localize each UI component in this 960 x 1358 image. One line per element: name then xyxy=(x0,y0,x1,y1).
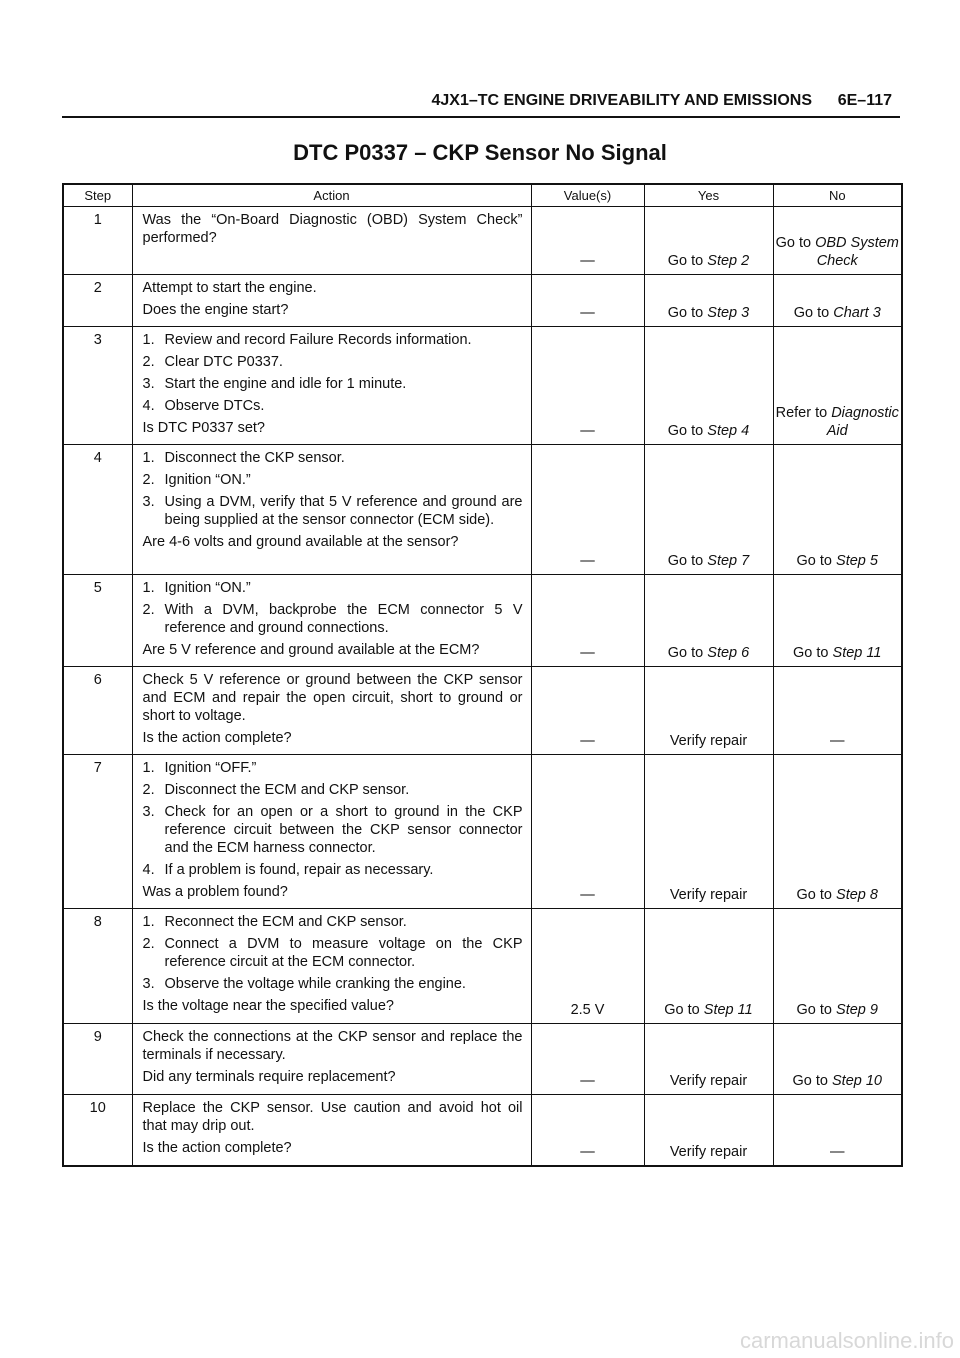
action-item-text: Start the engine and idle for 1 minute. xyxy=(164,376,407,392)
step-number: 3 xyxy=(63,327,132,445)
action-question: Are 4-6 volts and ground available at the sensor? xyxy=(142,534,459,550)
no-cell xyxy=(773,667,902,755)
column-header-action: Action xyxy=(132,184,531,207)
action-paragraph: Check 5 V reference or ground between the CKP sensor and ECM and repair the open circuit, short to ground or short to voltage. xyxy=(142,672,523,724)
no-text: Go to xyxy=(793,305,834,321)
yes-cell xyxy=(644,575,773,667)
no-text: Go to xyxy=(793,645,833,661)
action-item xyxy=(143,493,523,529)
no-text: Go to xyxy=(796,887,837,903)
watermark: carmanualsonline.info xyxy=(739,1328,954,1353)
action-item-text: If a problem is found, repair as necessary. xyxy=(164,862,434,878)
action-item-number: 1. xyxy=(142,760,155,776)
no-text: Refer to xyxy=(775,405,832,421)
yes-text: Go to xyxy=(667,553,708,569)
no-cell xyxy=(773,445,902,575)
action-cell xyxy=(132,1024,531,1095)
action-item-text: Review and record Failure Records information. xyxy=(164,332,472,348)
action-item xyxy=(143,781,523,799)
action-cell xyxy=(132,327,531,445)
value-cell: — xyxy=(531,667,644,755)
no-text: — xyxy=(830,733,845,749)
step-number: 10 xyxy=(63,1095,132,1166)
action-item-text: With a DVM, backprobe the ECM connector 5 V reference and ground connections. xyxy=(164,602,523,636)
action-item-number: 2. xyxy=(142,782,155,798)
action-item xyxy=(143,803,523,857)
action-cell xyxy=(132,275,531,327)
table-header-row xyxy=(63,184,902,207)
table-row xyxy=(63,207,902,275)
action-item-text: Connect a DVM to measure voltage on the CKP reference circuit at the ECM connector. xyxy=(164,936,523,970)
action-cell xyxy=(132,1095,531,1166)
step-number: 2 xyxy=(63,275,132,327)
column-header-step: Step xyxy=(63,184,132,207)
step-number: 4 xyxy=(63,445,132,575)
no-reference: Step 8 xyxy=(836,887,878,903)
action-item-number: 3. xyxy=(142,976,155,992)
no-reference: Step 11 xyxy=(832,645,882,661)
action-item-number: 4. xyxy=(142,862,155,878)
yes-cell xyxy=(644,445,773,575)
yes-reference: Step 2 xyxy=(707,253,750,269)
action-item xyxy=(143,375,523,393)
value-cell: — xyxy=(531,755,644,909)
action-item xyxy=(143,975,523,993)
action-question: Is DTC P0337 set? xyxy=(142,420,265,436)
column-header-yes: Yes xyxy=(644,184,773,207)
step-number: 9 xyxy=(63,1024,132,1095)
yes-text: Verify repair xyxy=(669,733,748,749)
no-text: Go to xyxy=(796,553,837,569)
yes-text: Verify repair xyxy=(669,1143,748,1160)
action-item-number: 2. xyxy=(142,936,155,952)
no-cell xyxy=(773,909,902,1024)
action-item-text: Clear DTC P0337. xyxy=(164,354,283,370)
table-row xyxy=(63,755,902,909)
table-row xyxy=(63,575,902,667)
action-question: Is the voltage near the specified value? xyxy=(142,998,394,1014)
page-header xyxy=(62,88,900,118)
table-row xyxy=(63,327,902,445)
yes-cell xyxy=(644,909,773,1024)
step-number: 1 xyxy=(63,207,132,275)
action-item-text: Ignition “ON.” xyxy=(164,472,251,488)
action-paragraph: Attempt to start the engine. xyxy=(142,280,317,296)
action-item-number: 1. xyxy=(142,450,155,466)
action-item-text: Check for an open or a short to ground in the CKP reference circuit between the CKP sensor connector and the ECM harness connector. xyxy=(164,804,523,856)
value-cell: — xyxy=(531,1095,644,1166)
table-row xyxy=(63,909,902,1024)
step-number: 6 xyxy=(63,667,132,755)
no-text: Go to xyxy=(775,235,816,251)
action-paragraph: Replace the CKP sensor. Use caution and avoid hot oil that may drip out. xyxy=(142,1100,523,1134)
action-paragraph: Check the connections at the CKP sensor and replace the terminals if necessary. xyxy=(142,1029,523,1063)
action-item xyxy=(143,913,523,931)
action-cell xyxy=(132,755,531,909)
value-cell: — xyxy=(531,575,644,667)
action-item xyxy=(143,861,523,879)
value-cell: — xyxy=(531,445,644,575)
action-cell xyxy=(132,575,531,667)
no-reference: Step 9 xyxy=(836,1002,878,1018)
action-item-text: Disconnect the ECM and CKP sensor. xyxy=(164,782,410,798)
yes-reference: Step 7 xyxy=(707,553,750,569)
action-item-number: 2. xyxy=(142,472,155,488)
yes-cell xyxy=(644,755,773,909)
yes-text: Go to xyxy=(667,423,708,439)
yes-cell xyxy=(644,1024,773,1095)
action-item-number: 3. xyxy=(142,376,155,392)
column-header-values: Value(s) xyxy=(531,184,644,207)
action-question: Are 5 V reference and ground available at the ECM? xyxy=(142,642,480,658)
action-item xyxy=(143,759,523,777)
no-reference: Step 5 xyxy=(836,553,878,569)
yes-cell xyxy=(644,207,773,275)
no-text: Go to xyxy=(792,1073,832,1089)
no-reference: Step 10 xyxy=(832,1073,882,1089)
action-item-text: Using a DVM, verify that 5 V reference and ground are being supplied at the sensor connector (ECM side). xyxy=(164,494,523,528)
action-item xyxy=(143,935,523,971)
yes-text: Go to xyxy=(667,253,708,269)
no-cell xyxy=(773,275,902,327)
action-question: Is the action complete? xyxy=(142,730,292,746)
action-question: Did any terminals require replacement? xyxy=(142,1069,396,1085)
no-cell xyxy=(773,755,902,909)
no-cell xyxy=(773,207,902,275)
no-cell xyxy=(773,1024,902,1095)
action-item xyxy=(143,353,523,371)
action-cell xyxy=(132,207,531,275)
yes-reference: Step 3 xyxy=(707,305,750,321)
no-text: — xyxy=(830,1143,845,1160)
no-reference: Chart 3 xyxy=(833,305,881,321)
column-header-no: No xyxy=(773,184,902,207)
value-cell: — xyxy=(531,275,644,327)
table-row xyxy=(63,667,902,755)
action-paragraph: Was the “On-Board Diagnostic (OBD) System Check” performed? xyxy=(142,212,523,246)
action-item-number: 1. xyxy=(142,580,155,596)
action-item-text: Observe the voltage while cranking the engine. xyxy=(164,976,466,992)
section-title: 4JX1–TC ENGINE DRIVEABILITY AND EMISSIONS xyxy=(431,92,812,109)
table-row xyxy=(63,275,902,327)
action-item xyxy=(143,579,523,597)
value-cell: — xyxy=(531,207,644,275)
no-text: Go to xyxy=(796,1002,837,1018)
action-item-number: 3. xyxy=(142,494,155,510)
no-cell xyxy=(773,1095,902,1166)
action-cell xyxy=(132,445,531,575)
table-body xyxy=(63,207,902,1166)
action-item-number: 1. xyxy=(142,914,155,930)
action-item-text: Ignition “OFF.” xyxy=(164,760,257,776)
value-cell: — xyxy=(531,1024,644,1095)
page-title: DTC P0337 – CKP Sensor No Signal xyxy=(293,140,667,165)
action-question: Is the action complete? xyxy=(142,1140,292,1156)
yes-cell xyxy=(644,275,773,327)
action-cell xyxy=(132,909,531,1024)
action-question: Does the engine start? xyxy=(142,302,289,318)
no-reference: OBD System Check xyxy=(815,235,899,269)
yes-cell xyxy=(644,667,773,755)
diagnostic-table xyxy=(62,183,903,1167)
action-item-text: Reconnect the ECM and CKP sensor. xyxy=(164,914,407,930)
action-question: Was a problem found? xyxy=(142,884,288,900)
action-item-number: 2. xyxy=(142,354,155,370)
yes-text: Go to xyxy=(667,305,708,321)
yes-text: Verify repair xyxy=(669,887,748,903)
yes-text: Go to xyxy=(664,1002,704,1018)
action-item xyxy=(143,449,523,467)
yes-reference: Step 11 xyxy=(703,1002,753,1018)
action-item-text: Observe DTCs. xyxy=(164,398,265,414)
action-item-text: Ignition “ON.” xyxy=(164,580,251,596)
action-item xyxy=(143,397,523,415)
action-item-number: 2. xyxy=(142,602,155,618)
action-item xyxy=(143,471,523,489)
table-row xyxy=(63,1095,902,1166)
table-row xyxy=(63,1024,902,1095)
yes-cell xyxy=(644,327,773,445)
yes-cell xyxy=(644,1095,773,1166)
yes-reference: Step 6 xyxy=(707,645,750,661)
action-item xyxy=(143,601,523,637)
no-reference: Diagnostic Aid xyxy=(826,405,899,439)
table-row xyxy=(63,445,902,575)
action-cell xyxy=(132,667,531,755)
step-number: 7 xyxy=(63,755,132,909)
yes-reference: Step 4 xyxy=(707,423,750,439)
no-cell xyxy=(773,327,902,445)
page-number: 6E–117 xyxy=(837,92,892,109)
action-item-number: 1. xyxy=(142,332,155,348)
value-cell: 2.5 V xyxy=(531,909,644,1024)
step-number: 5 xyxy=(63,575,132,667)
action-item-text: Disconnect the CKP sensor. xyxy=(164,450,345,466)
action-item-number: 3. xyxy=(142,804,155,820)
step-number: 8 xyxy=(63,909,132,1024)
yes-text: Verify repair xyxy=(669,1073,748,1089)
yes-text: Go to xyxy=(667,645,708,661)
value-cell: — xyxy=(531,327,644,445)
action-item xyxy=(143,331,523,349)
action-item-number: 4. xyxy=(142,398,155,414)
no-cell xyxy=(773,575,902,667)
